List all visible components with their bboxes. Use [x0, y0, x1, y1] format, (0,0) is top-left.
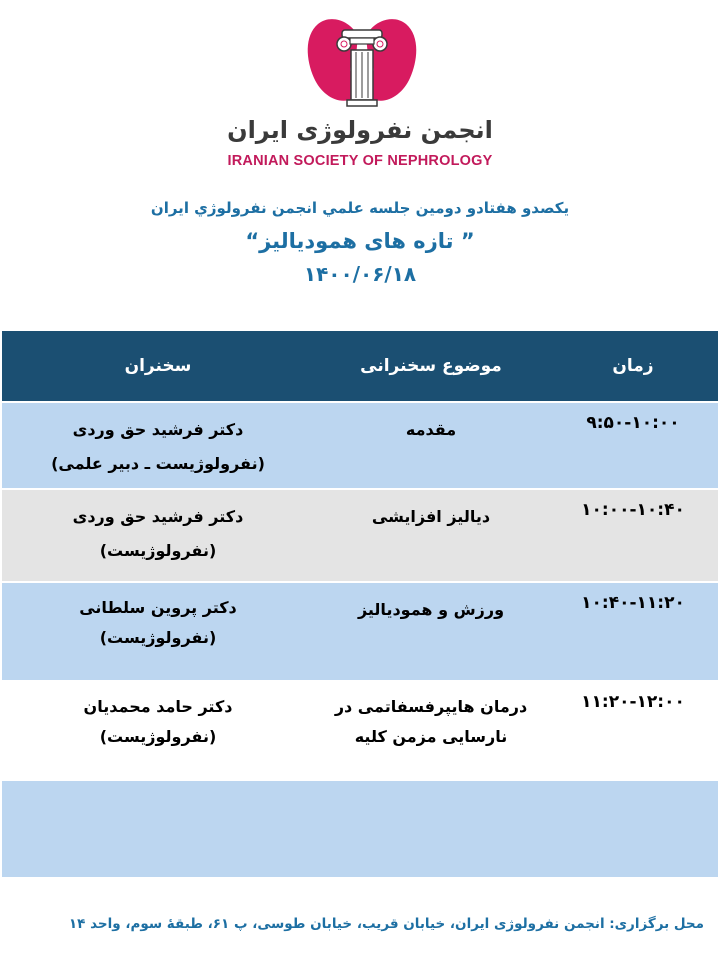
- brand-name-fa: انجمن نفرولوژی ایران: [227, 116, 493, 144]
- kidney-column-logo-icon: [300, 14, 424, 114]
- brand-name-en: IRANIAN SOCIETY OF NEPHROLOGY: [227, 153, 493, 169]
- speaker-role: (نفرولوژیست): [99, 541, 217, 560]
- empty-cell: [548, 780, 718, 877]
- topic-cell: [314, 402, 548, 489]
- time-text: ۱۰:۴۰-۱۱:۲۰: [581, 593, 685, 613]
- topic-cell: [314, 681, 548, 780]
- column-header-speaker: سخنران: [2, 331, 314, 402]
- session-heading: يكصدو هفتادو دومين جلسه علمي انجمن نفرولوژي ايران: [150, 199, 570, 217]
- speaker-role: (نفرولوژیست): [99, 727, 217, 746]
- page-title: ” تازه های همودیالیز“: [245, 229, 475, 253]
- topic-text: دیالیز افزایشی: [371, 507, 491, 526]
- time-text: ۱۱:۲۰-۱۲:۰۰: [581, 692, 685, 712]
- speaker-name: دکتر پروین سلطانی: [79, 598, 237, 617]
- column-header-topic: موضوع سخنرانی: [314, 331, 548, 402]
- table-row: [2, 489, 718, 582]
- table-row: [2, 582, 718, 681]
- empty-cell: [2, 780, 314, 877]
- topic-cell: [314, 489, 548, 582]
- column-header-time: زمان: [548, 331, 718, 402]
- topic-text-line2: نارسایی مزمن کلیه: [354, 727, 508, 746]
- time-cell: [548, 402, 718, 489]
- venue-text: محل برگزاری: انجمن نفرولوژی ایران، خیابان قریب، خیابان طوسی، پ ۶۱، طبقۀ سوم، واحد ۱۴: [68, 916, 704, 932]
- table-header-row: [2, 331, 718, 402]
- time-cell: [548, 489, 718, 582]
- speaker-cell: [2, 681, 314, 780]
- time-text: ۱۰:۰۰-۱۰:۴۰: [581, 500, 685, 520]
- time-text: ۹:۵۰-۱۰:۰۰: [586, 413, 680, 433]
- time-cell: [548, 681, 718, 780]
- schedule-table: [2, 331, 718, 877]
- speaker-role: (نفرولوژیست): [99, 628, 217, 647]
- topic-text: ورزش و همودیالیز: [357, 600, 505, 619]
- speaker-name: دکتر فرشید حق وردی: [72, 507, 244, 526]
- empty-cell: [314, 780, 548, 877]
- time-cell: [548, 582, 718, 681]
- speaker-cell: [2, 402, 314, 489]
- table-row: [2, 681, 718, 780]
- speaker-name: دکتر حامد محمدیان: [83, 697, 233, 716]
- session-date: ۱۴۰۰/۰۶/۱۸: [303, 262, 417, 286]
- speaker-cell: [2, 582, 314, 681]
- table-row-empty: [2, 780, 718, 877]
- topic-text: مقدمه: [405, 420, 457, 439]
- topic-text: درمان هایپرفسفاتمی در: [334, 697, 528, 716]
- topic-cell: [314, 582, 548, 681]
- speaker-name: دکتر فرشید حق وردی: [72, 420, 244, 439]
- speaker-cell: [2, 489, 314, 582]
- speaker-role: (نفرولوژیست ـ دبیر علمی): [51, 454, 265, 473]
- table-row: [2, 402, 718, 489]
